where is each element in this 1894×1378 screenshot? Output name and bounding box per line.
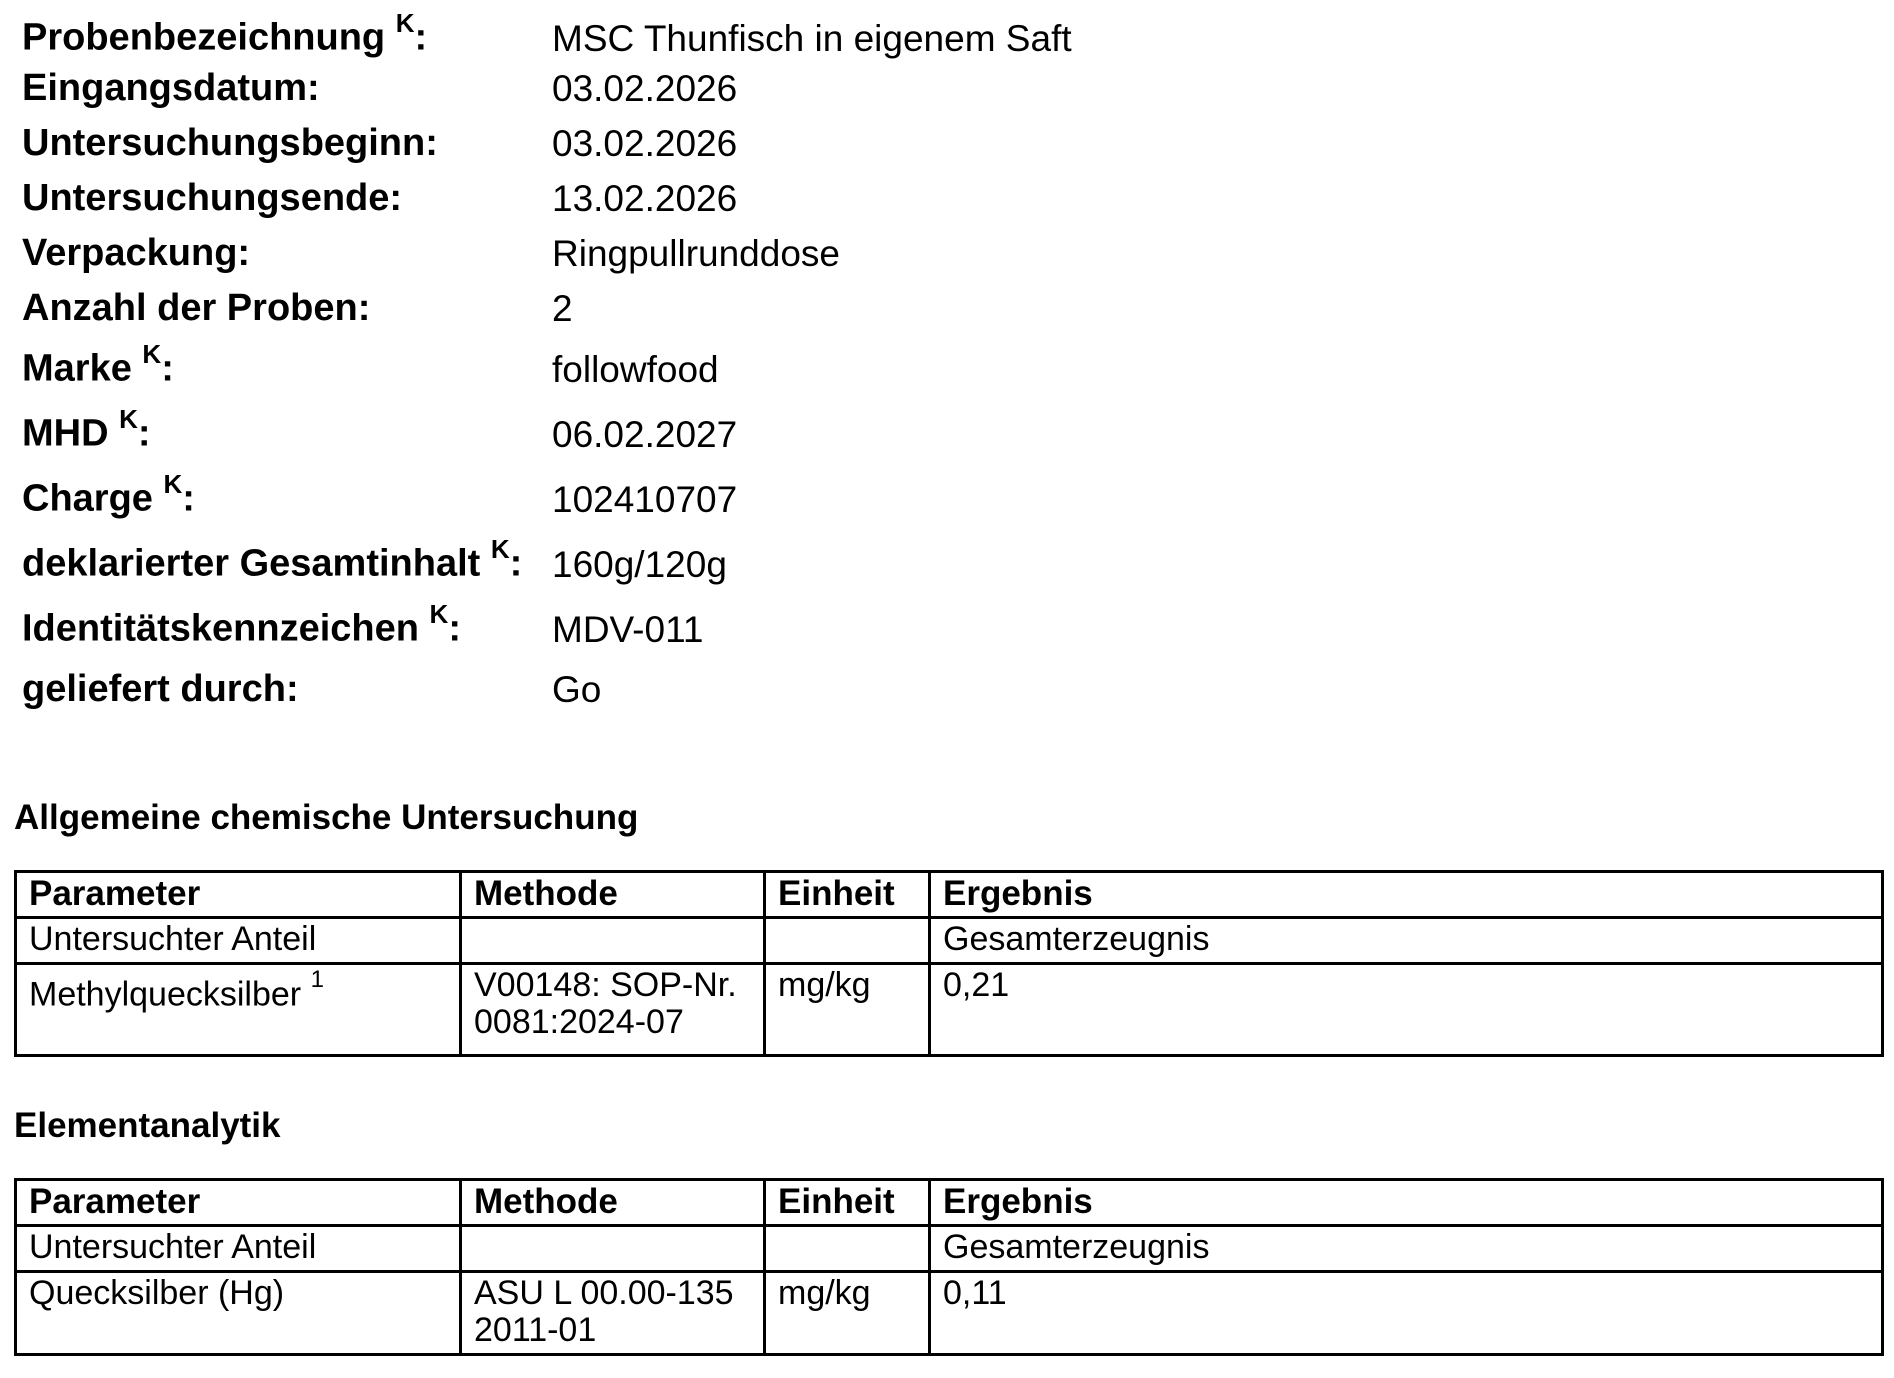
info-value: MDV-011 <box>552 609 704 650</box>
header-methode: Methode <box>461 1180 765 1226</box>
info-mark: K <box>395 8 415 39</box>
header-einheit: Einheit <box>765 872 930 918</box>
info-label: Marke <box>22 348 132 390</box>
info-row-verpackung: Verpackung: Ringpullrunddose <box>22 232 840 274</box>
info-row-identitaetskennzeichen: Identitätskennzeichen $^K$: MDV-011 <box>22 599 704 650</box>
header-parameter: Parameter <box>16 872 461 918</box>
info-label: MHD <box>22 413 109 455</box>
info-label: Untersuchungsbeginn <box>22 122 426 164</box>
info-label: Anzahl der Proben <box>22 287 358 329</box>
info-value: 102410707 <box>552 479 738 520</box>
info-row-eingangsdatum: Eingangsdatum: 03.02.2026 <box>22 67 738 109</box>
info-row-untersuchungsbeginn: Untersuchungsbeginn: 03.02.2026 <box>22 122 738 164</box>
info-mark: K <box>429 599 449 630</box>
info-row-geliefert-durch: geliefert durch: Go <box>22 668 602 710</box>
info-row-gesamtinhalt: deklarierter Gesamtinhalt $^K$: 160g/120g <box>22 534 727 585</box>
cell-method <box>461 1226 765 1272</box>
table-header-row <box>16 1180 1883 1226</box>
table-row <box>16 1226 1883 1272</box>
info-label: Identitätskennzeichen <box>22 608 419 650</box>
info-row-charge: Charge $^K$: 102410707 <box>22 469 738 520</box>
table-row <box>16 964 1883 1056</box>
info-value: MSC Thunfisch in eigenem Saft <box>552 18 1072 59</box>
info-row-untersuchungsende: Untersuchungsende: 13.02.2026 <box>22 177 738 219</box>
cell-result: 0,11 <box>930 1272 1883 1355</box>
info-label: Probenbezeichnung <box>22 17 386 59</box>
info-mark: K <box>490 534 510 565</box>
cell-unit <box>765 1226 930 1272</box>
info-value: Go <box>552 669 602 710</box>
header-ergebnis: Ergebnis <box>930 1180 1883 1226</box>
info-label: Untersuchungsende <box>22 177 390 219</box>
header-ergebnis: Ergebnis <box>930 872 1883 918</box>
info-label: Verpackung <box>22 232 238 274</box>
cell-method <box>461 918 765 964</box>
info-value: 160g/120g <box>552 544 727 585</box>
info-label: Charge <box>22 478 153 520</box>
section-title-elementanalytik: Elementanalytik <box>14 1106 281 1145</box>
footnote-mark: 1 <box>310 966 324 993</box>
info-label: Eingangsdatum <box>22 67 308 109</box>
table-row <box>16 918 1883 964</box>
info-value: 06.02.2027 <box>552 414 738 455</box>
cell-unit <box>765 918 930 964</box>
cell-result: Gesamterzeugnis <box>930 1226 1883 1272</box>
info-mark: K <box>163 469 183 500</box>
info-row-marke: Marke $^K$: followfood <box>22 339 719 390</box>
cell-unit: mg/kg <box>765 1272 930 1355</box>
header-methode: Methode <box>461 872 765 918</box>
results-table-elementanalytik <box>14 1178 1884 1356</box>
info-value: 03.02.2026 <box>552 123 738 164</box>
cell-method: V00148: SOP-Nr. 0081:2024-07 <box>461 964 765 1056</box>
header-einheit: Einheit <box>765 1180 930 1226</box>
cell-method: ASU L 00.00-135 2011-01 <box>461 1272 765 1355</box>
results-table-chemical <box>14 870 1884 1057</box>
info-row-mhd: MHD $^K$: 06.02.2027 <box>22 404 738 455</box>
section-title-chemical: Allgemeine chemische Untersuchung <box>14 798 639 837</box>
table-header-row <box>16 872 1883 918</box>
info-label: geliefert durch <box>22 668 286 710</box>
info-label: deklarierter Gesamtinhalt <box>22 543 481 585</box>
info-value: 2 <box>552 288 573 329</box>
info-value: 13.02.2026 <box>552 178 738 219</box>
cell-parameter: Quecksilber (Hg) <box>16 1272 461 1355</box>
info-mark: K <box>119 404 138 435</box>
info-mark: K <box>142 339 162 370</box>
info-value: followfood <box>552 349 719 390</box>
cell-parameter: Methylquecksilber $^1$ <box>16 964 461 1056</box>
info-value: Ringpullrunddose <box>552 233 840 274</box>
info-row-anzahl-proben: Anzahl der Proben: 2 <box>22 287 573 329</box>
info-row-probenbezeichnung: Probenbezeichnung $^K$: MSC Thunfisch in eigenem Saft <box>22 8 1072 59</box>
cell-unit: mg/kg <box>765 964 930 1056</box>
cell-parameter: Untersuchter Anteil <box>16 918 461 964</box>
cell-result: Gesamterzeugnis <box>930 918 1883 964</box>
info-value: 03.02.2026 <box>552 68 738 109</box>
table-row <box>16 1272 1883 1355</box>
cell-result: 0,21 <box>930 964 1883 1056</box>
header-parameter: Parameter <box>16 1180 461 1226</box>
cell-parameter: Untersuchter Anteil <box>16 1226 461 1272</box>
